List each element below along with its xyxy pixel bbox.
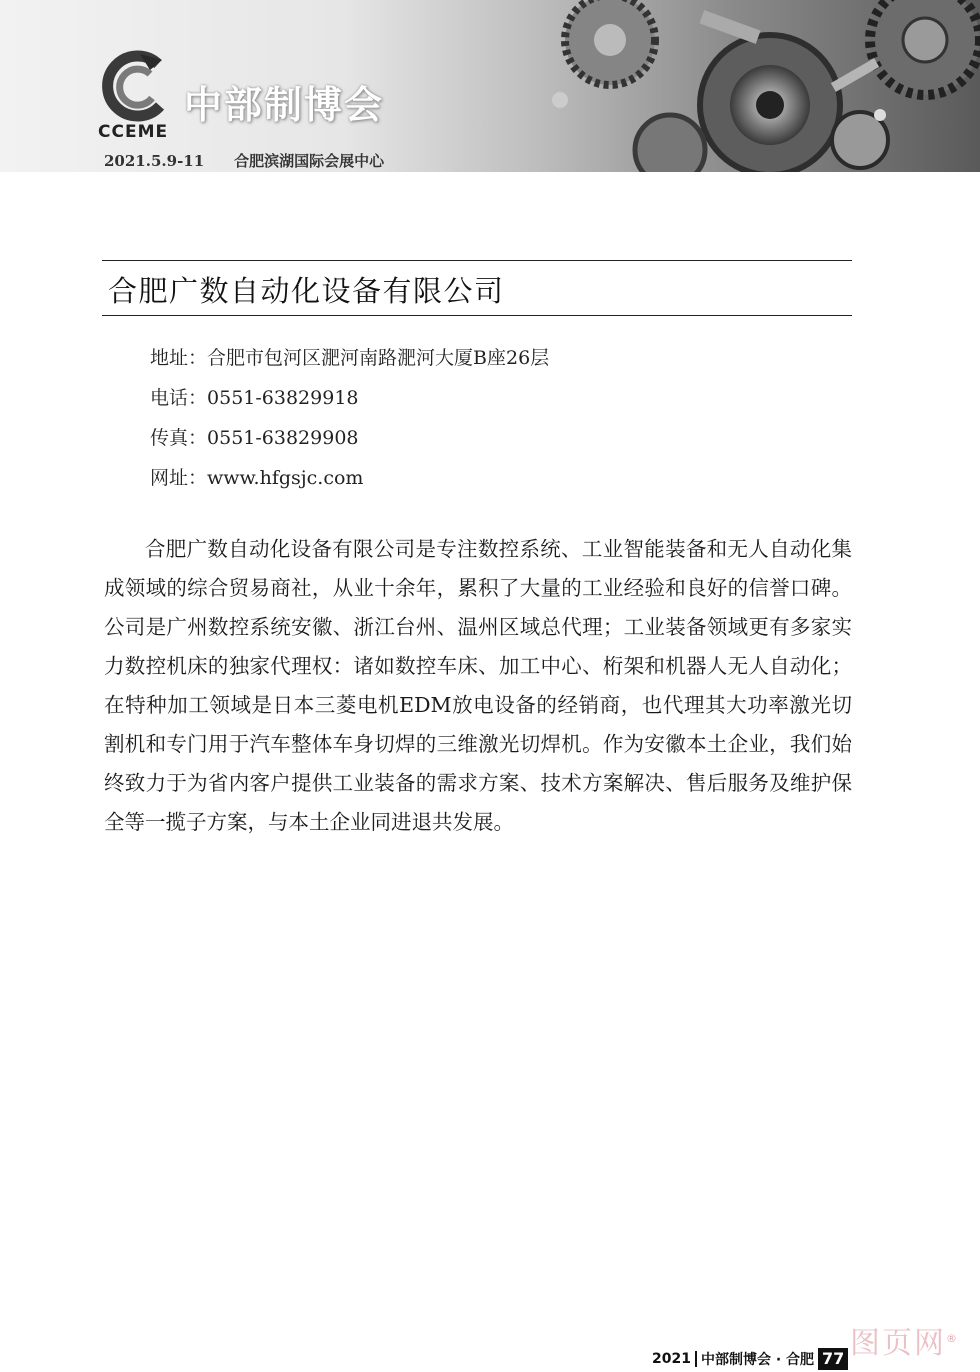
- logo-text: CCEME: [98, 122, 169, 142]
- contact-info: [150, 338, 549, 498]
- contact-phone: [150, 378, 549, 418]
- page-footer: [652, 1348, 848, 1370]
- company-description: [104, 530, 852, 842]
- machinery-photo-banner: [470, 0, 980, 172]
- contact-value: 0551-63829918: [207, 387, 359, 409]
- cceme-logo-icon: [100, 50, 170, 122]
- brand-name: 中部制博会: [184, 83, 385, 127]
- contact-label: 网址：: [150, 467, 208, 489]
- company-title-bar: [102, 260, 852, 316]
- contact-label: 地址：: [150, 347, 208, 369]
- contact-label: 传真：: [150, 427, 208, 449]
- page-header: [0, 0, 980, 172]
- page-number: 77: [818, 1348, 848, 1370]
- event-date: 2021.5.9-11: [104, 152, 205, 170]
- contact-label: 电话：: [150, 387, 208, 409]
- contact-value: 0551-63829908: [207, 427, 359, 449]
- event-venue: 合肥滨湖国际会展中心: [234, 152, 385, 170]
- contact-address: [150, 338, 549, 378]
- description-paragraph: 合肥广数自动化设备有限公司是专注数控系统、工业智能装备和无人自动化集成领域的综合贸易商社，从业十余年，累积了大量的工业经验和良好的信誉口碑。公司是广州数控系统安徽、浙江台州、温州区域总代理；工业装备领域更有多家实力数控机床的独家代理权：诸如数控车床、加工中心、桁架和机器人无人自动化；在特种加工领域是日本三菱电机EDM放电设备的经销商，也代理其大功率激光切割机和专门用于汽车整体车身切焊的三维激光切焊机。作为安徽本土企业，我们始终致力于为省内客户提供工业装备的需求方案、技术方案解决、售后服务及维护保全等一揽子方案，与本土企业同进退共发展。: [104, 537, 852, 834]
- contact-website: [150, 458, 549, 498]
- event-info: [104, 150, 384, 171]
- watermark: [850, 1318, 959, 1362]
- footer-separator: [695, 1351, 697, 1367]
- contact-value: www.hfgsjc.com: [207, 467, 364, 489]
- footer-publication: 中部制博会 · 合肥: [700, 1352, 815, 1368]
- watermark-mark: ®: [946, 1332, 959, 1345]
- contact-fax: [150, 418, 549, 458]
- watermark-text: 图页网: [850, 1326, 946, 1361]
- footer-year: 2021: [652, 1351, 691, 1367]
- company-name: 合肥广数自动化设备有限公司: [108, 274, 505, 308]
- contact-value: 合肥市包河区淝河南路淝河大厦B座26层: [207, 347, 550, 369]
